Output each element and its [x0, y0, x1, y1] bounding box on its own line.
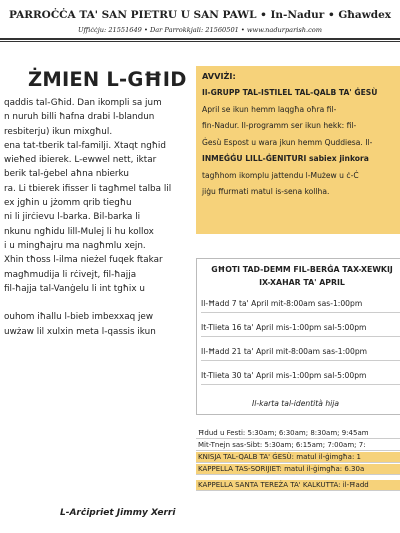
notice-line: fin-Nadur. Il-programm ser ikun hekk: fil- — [202, 121, 357, 130]
notice-line: jiġu ffurmati matul is-sena kollha. — [202, 187, 330, 196]
article-line: wieħed ibierek. L-ewwel nett, iktar — [4, 155, 157, 166]
blood-donation-title: GĦOTI TAD-DEMM FIL-BERĠA TAX-XEWKIJ — [211, 265, 393, 274]
article-title: ŻMIEN L-GĦID — [28, 68, 187, 91]
notices-body — [202, 85, 400, 201]
article-line: ra. Li tbierek ifisser li tagħmel talba lil — [4, 183, 172, 194]
article-line: qaddis tal-Għid. Dan ikompli sa jum — [4, 98, 162, 108]
blood-donation-subtitle: IX-XAHAR TA' APRIL — [259, 278, 345, 287]
mass-row: KAPPELLA SANTA TEREŻA TA' KALKUTTA: il-Ħadd — [196, 480, 400, 491]
blood-donation-box — [196, 258, 400, 415]
article-line: i u mingħajru ma nagħmlu xejn. — [4, 240, 146, 251]
mass-row: KNISJA TAL-QALB TA' ĠESÙ: matul il-ġimgħa: 1 — [196, 452, 400, 463]
notice-line: tagħhom ikomplu jattendu l-Mużew u ċ-Ċ — [202, 170, 359, 180]
article-column — [0, 44, 196, 533]
header-rule — [0, 38, 400, 40]
newsletter-header — [0, 0, 400, 44]
article-line: ex jgħin u jżomm qrib tiegħu — [4, 198, 132, 209]
article-line: Xhin tħoss l-ilma nieżel fuqek ftakar — [4, 255, 163, 266]
mass-row: Mit-Tnejn sas-Sibt: 5:30am; 6:15am; 7:00am; 7: — [196, 440, 400, 451]
donation-row: Il-Ħadd 7 ta' April mit-8:00am sas-1:00pm — [201, 295, 400, 313]
notices-title: AVVIŻI: — [202, 71, 236, 81]
parish-contact: Uffiċċju: 21551649 • Dar Parrokkjali: 21560501 • www.nadurparish.com — [77, 26, 323, 34]
notices-box — [196, 66, 400, 234]
article-line: berik tal-ġebel aħna nbierku — [4, 169, 129, 180]
article-body — [4, 96, 192, 339]
article-line: resbiterju) ikun mixgħul. — [4, 126, 113, 137]
article-line: ni li jirċievu l-barka. Bil-barka li — [4, 212, 141, 223]
notices-column — [196, 44, 400, 533]
article-line: uwżaw lil xulxin meta l-qassis ikun — [4, 326, 156, 337]
donation-note: Il-karta tal-identità hija — [252, 399, 340, 408]
article-line: ena tat-tberik tal-familji. Xtaqt ngħid — [4, 140, 166, 151]
article-line: magħmudija li rċivejt, fil-ħajja — [4, 269, 137, 280]
donation-row: It-Tlieta 16 ta' April mis-1:00pm sal-5:00pm — [201, 319, 400, 337]
mass-row: Ħdud u Festi: 5:30am; 6:30am; 8:30am; 9:45am — [196, 428, 400, 439]
article-signature: L-Arċipriet Jimmy Xerri — [60, 508, 176, 518]
parish-title: PARROĊĊA TA' SAN PIETRU U SAN PAWL • In-Nadur • Għawdex — [8, 9, 392, 21]
notice-line: April se ikun hemm laqgħa oħra fil- — [202, 104, 337, 114]
notice-line: Il-GRUPP TAL-ISTILEL TAL-QALB TA' ĠESÙ — [202, 88, 378, 97]
article-line: n nuruh billi ħafna drabi l-blandun — [4, 112, 155, 123]
donation-row: It-Tlieta 30 ta' April mis-1:00pm sal-5:00pm — [201, 367, 400, 385]
article-line: fil-ħajja tal-Vanġelu li int tgħix u — [4, 283, 145, 294]
article-line: ouhom iħallu l-bieb imbexxaq jew — [4, 312, 154, 323]
donation-row: Il-Ħadd 21 ta' April mit-8:00am sas-1:00pm — [201, 343, 400, 361]
mass-row: KAPPELLA TAS-SORIJIET: matul il-ġimgħa: 6.30a — [196, 464, 400, 475]
header-rule-thin — [0, 41, 400, 42]
article-line — [4, 296, 192, 310]
notice-line: Ġesù Espost u wara jkun hemm Quddiesa. Il- — [202, 137, 373, 147]
notice-line: INMEĠĠU LILL-ĠENITURI sabiex jinkora — [202, 154, 369, 163]
article-line: nkunu ngħidu lill-Mulej li hu kollox — [4, 226, 154, 237]
mass-times-box — [196, 428, 400, 533]
